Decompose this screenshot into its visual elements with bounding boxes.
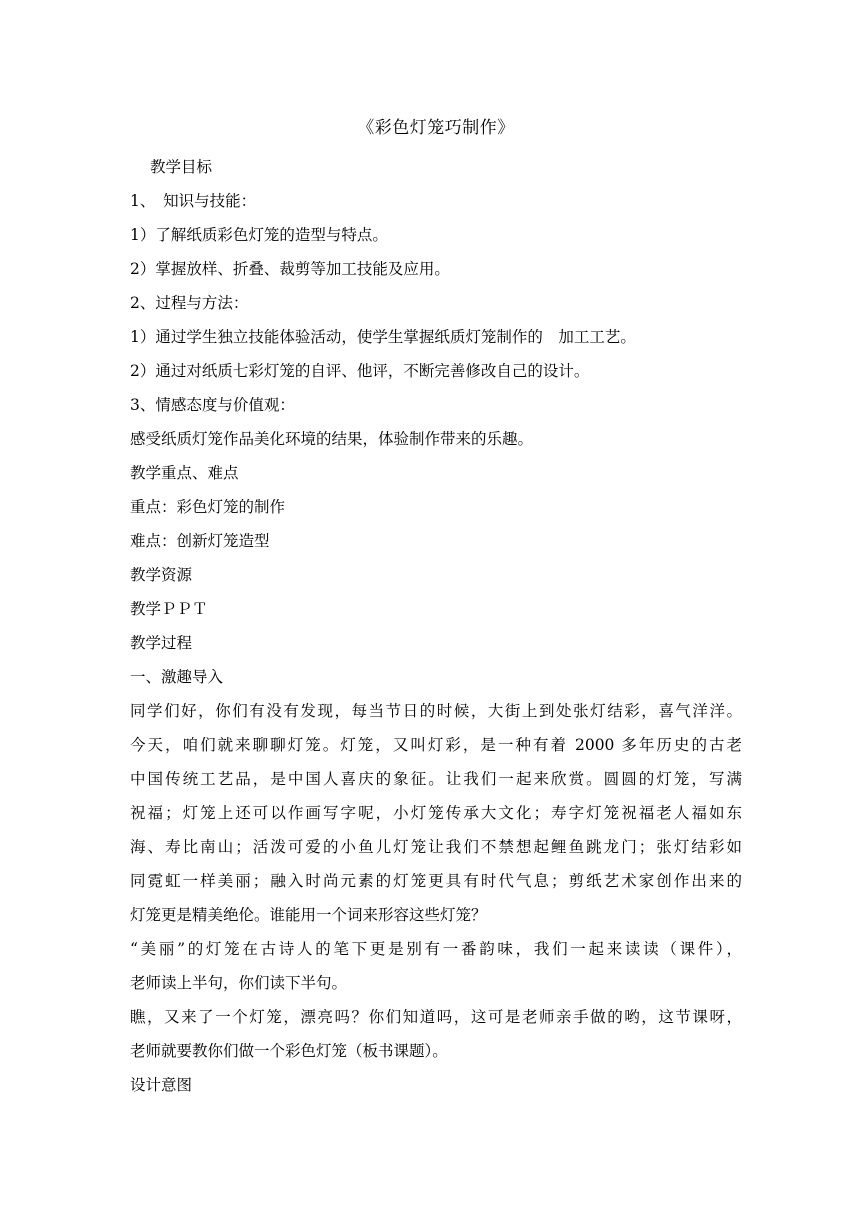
heading-key-points: 教学重点、难点	[130, 464, 239, 482]
paragraph-line: 同霓虹一样美丽；融入时尚元素的灯笼更具有时代气息；剪纸艺术家创作出来的	[130, 872, 742, 890]
resource-item: 教学ＰＰＴ	[130, 600, 208, 618]
document-body	[130, 114, 742, 1102]
paragraph-line: 中国传统工艺品，是中国人喜庆的象征。让我们一起来欣赏。圆圆的灯笼，写满	[130, 770, 742, 788]
paragraph-line: 灯笼更是精美绝伦。谁能用一个词来形容这些灯笼？	[130, 906, 487, 924]
heading-design-intent: 设计意图	[130, 1076, 193, 1094]
goal-item: 1）了解纸质彩色灯笼的造型与特点。	[130, 226, 388, 244]
paragraph-line: 老师就要教你们做一个彩色灯笼（板书课题）。	[130, 1042, 448, 1060]
goal-item: 1）通过学生独立技能体验活动，使学生掌握纸质灯笼制作的 加工工艺。	[130, 328, 636, 346]
paragraph-line: 瞧，又来了一个灯笼，漂亮吗？你们知道吗，这可是老师亲手做的哟，这节课呀，	[130, 1008, 742, 1026]
goal-process-methods: 2、过程与方法：	[130, 294, 249, 312]
intro-paragraph	[130, 694, 742, 932]
key-point: 重点：彩色灯笼的制作	[130, 498, 286, 516]
paragraph-line: “美丽”的灯笼在古诗人的笔下更是别有一番韵味，我们一起来读读（课件），	[130, 940, 742, 958]
section-intro-heading: 一、激趣导入	[130, 668, 224, 686]
goal-item: 2）通过对纸质七彩灯笼的自评、他评，不断完善修改自己的设计。	[130, 362, 590, 380]
paragraph-line: 海、寿比南山；活泼可爱的小鱼儿灯笼让我们不禁想起鲤鱼跳龙门；张灯结彩如	[130, 838, 742, 856]
heading-process: 教学过程	[130, 634, 193, 652]
difficult-point: 难点：创新灯笼造型	[130, 532, 270, 550]
goal-item: 2）掌握放样、折叠、裁剪等加工技能及应用。	[130, 260, 450, 278]
paragraph-line: 老师读上半句，你们读下半句。	[130, 974, 348, 992]
paragraph-line: 祝福；灯笼上还可以作画写字呢，小灯笼传承大文化；寿字灯笼祝福老人福如东	[130, 804, 742, 822]
paragraph-line: 今天，咱们就来聊聊灯笼。灯笼，又叫灯彩，是一种有着 2000 多年历史的古老	[130, 736, 742, 754]
lantern-paragraph	[130, 1000, 742, 1068]
document-title: 《彩色灯笼巧制作》	[357, 118, 515, 138]
goal-item: 感受纸质灯笼作品美化环境的结果，体验制作带来的乐趣。	[130, 430, 534, 448]
poem-paragraph	[130, 932, 742, 1000]
heading-teaching-goals: 教学目标	[150, 158, 213, 176]
goal-emotion-values: 3、情感态度与价值观：	[130, 396, 295, 414]
goal-knowledge-skills: 1、 知识与技能：	[130, 192, 257, 210]
paragraph-line: 同学们好，你们有没有发现，每当节日的时候，大街上到处张灯结彩，喜气洋洋。	[130, 702, 742, 720]
heading-resources: 教学资源	[130, 566, 193, 584]
